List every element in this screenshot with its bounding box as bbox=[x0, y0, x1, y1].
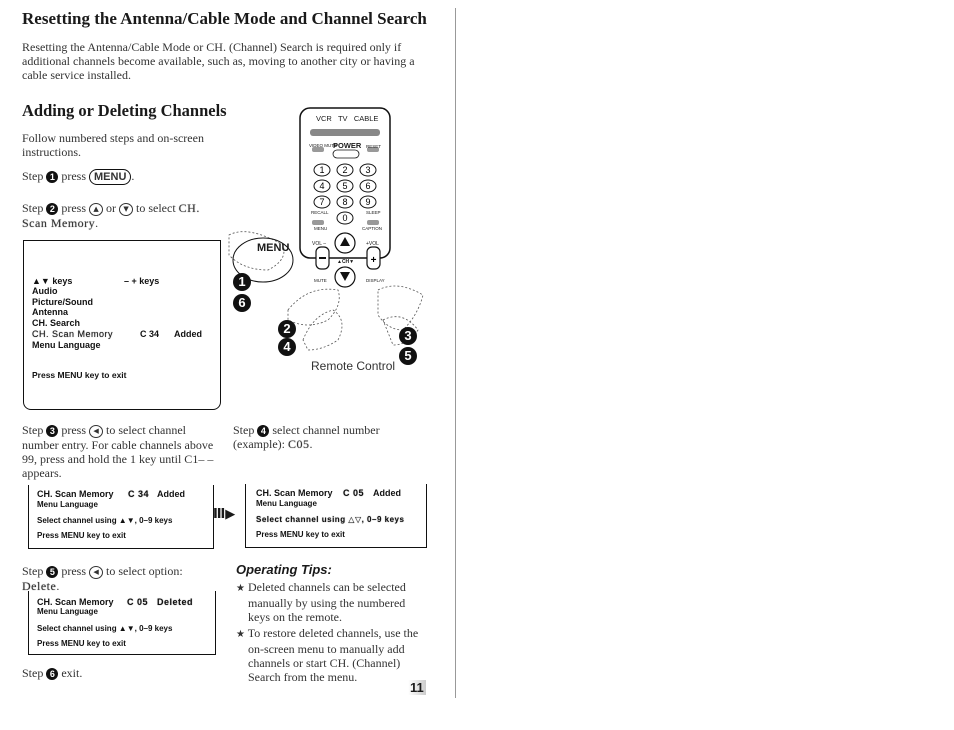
remote-digit-label: 0 bbox=[342, 213, 348, 223]
callout-3: 3 bbox=[399, 327, 417, 345]
remote-digit-label: 4 bbox=[319, 181, 325, 191]
osd-scan-channel: C 34 bbox=[140, 329, 160, 339]
remote-caption-label: CAPTION bbox=[362, 226, 383, 231]
osd-keys-left: ▲▼ keys bbox=[32, 276, 73, 286]
osd-select-line: Select channel using ▲▼, 0–9 keys bbox=[37, 624, 173, 633]
step-4 bbox=[233, 423, 453, 451]
remote-display-label: DISPLAY bbox=[366, 278, 385, 283]
left-arrow-icon: ◀ bbox=[89, 425, 103, 438]
tip-line: To restore deleted channels, use the bbox=[247, 626, 419, 640]
intro-line: cable service installed. bbox=[22, 68, 131, 82]
step-label: Step bbox=[22, 201, 44, 215]
osd-label: CH. Scan Memory bbox=[37, 489, 114, 499]
follow-line: Follow numbered steps and on-screen bbox=[22, 131, 204, 145]
tip-line: Deleted channels can be selected bbox=[247, 580, 406, 594]
remote-vol-plus-label: +VOL bbox=[366, 241, 379, 247]
remote-digit-label: 6 bbox=[365, 181, 371, 191]
osd-item: Audio bbox=[32, 286, 58, 296]
step-text: exit. bbox=[61, 666, 83, 680]
step-3 bbox=[22, 423, 222, 480]
step-6 bbox=[22, 666, 82, 680]
osd-menu-language: Menu Language bbox=[37, 500, 98, 509]
step-text: 99, press and hold the 1 key until C1– – bbox=[22, 451, 214, 466]
osd-menu-language: Menu Language bbox=[32, 340, 101, 350]
step-suffix: . bbox=[131, 169, 135, 183]
follow-line: instructions. bbox=[22, 145, 81, 159]
osd-item: Picture/Sound bbox=[32, 297, 94, 307]
up-arrow-icon: ▲ bbox=[89, 203, 103, 216]
star-icon: ★ bbox=[236, 583, 245, 594]
tip-line: Search from the menu. bbox=[248, 670, 358, 684]
osd-label: CH. Scan Memory bbox=[37, 597, 114, 607]
intro-paragraph bbox=[22, 40, 432, 82]
transition-arrow-icon: Ⅲ▶ bbox=[213, 506, 236, 521]
step-text: number entry. For cable channels above bbox=[22, 437, 214, 452]
osd-status: Added bbox=[157, 489, 185, 499]
osd-screen-c bbox=[28, 591, 216, 655]
left-arrow-icon: ◀ bbox=[89, 566, 103, 579]
osd-select-line: Select channel using △▽, 0–9 keys bbox=[256, 515, 405, 524]
step-label: Step bbox=[22, 423, 44, 437]
remote-digit-label: 9 bbox=[365, 197, 371, 207]
step-label: Step bbox=[22, 666, 44, 680]
step-action: press bbox=[61, 564, 87, 578]
tip-line: channels or start CH. (Channel) bbox=[248, 656, 401, 670]
osd-channel: C 05 bbox=[343, 488, 365, 498]
remote-digit-label: 1 bbox=[319, 165, 325, 175]
down-arrow-icon: ▼ bbox=[119, 203, 133, 216]
remote-digit-label: 3 bbox=[365, 165, 371, 175]
mode-label: CABLE bbox=[353, 114, 379, 123]
remote-video-mute-label: VIDEO MUTE bbox=[309, 143, 338, 148]
page-divider bbox=[455, 8, 456, 698]
osd-footer: Press MENU key to exit bbox=[37, 639, 126, 648]
remote-mode-selector bbox=[316, 114, 378, 123]
osd-label: CH. Scan Memory bbox=[256, 488, 333, 498]
osd-keys-right: – + keys bbox=[124, 276, 160, 286]
step-label: Step bbox=[22, 564, 44, 578]
menu-callout-label: MENU bbox=[257, 242, 290, 254]
remote-power-label: POWER bbox=[333, 141, 362, 150]
highlight-scan-memory: Scan Memory bbox=[22, 215, 96, 230]
step-1 bbox=[22, 169, 134, 185]
step-number-6: 6 bbox=[46, 668, 58, 680]
tip-2 bbox=[236, 626, 426, 684]
step-label: Step bbox=[22, 169, 44, 183]
example-channel: C05 bbox=[287, 437, 310, 452]
callout-4: 4 bbox=[278, 338, 296, 356]
osd-status: Deleted bbox=[157, 597, 194, 607]
step-suffix: . bbox=[56, 578, 60, 593]
step-text: to select option: bbox=[106, 564, 183, 578]
operating-tips-heading: Operating Tips: bbox=[236, 562, 332, 577]
step-number-3: 3 bbox=[46, 425, 58, 437]
step-number-2: 2 bbox=[46, 203, 58, 215]
osd-scan-label: CH. Scan Memory bbox=[32, 329, 114, 339]
remote-vol-minus-label: VOL – bbox=[312, 241, 326, 247]
osd-footer: Press MENU key to exit bbox=[256, 530, 345, 539]
step-number-1: 1 bbox=[46, 171, 58, 183]
osd-screen-b bbox=[245, 484, 427, 548]
osd-menu-language: Menu Language bbox=[37, 607, 98, 616]
osd-item: Antenna bbox=[32, 307, 68, 317]
follow-instructions bbox=[22, 131, 222, 159]
osd-channel: C 34 bbox=[128, 489, 150, 499]
remote-digit-label: 8 bbox=[342, 197, 348, 207]
callout-6: 6 bbox=[233, 294, 251, 312]
step-text: appears. bbox=[22, 465, 62, 480]
page-title: Resetting the Antenna/Cable Mode and Channel Search bbox=[22, 9, 427, 28]
tip-line: on-screen menu to manually add bbox=[248, 642, 405, 656]
step-label: Step bbox=[233, 423, 255, 437]
step-text: select channel number bbox=[272, 423, 380, 437]
intro-line: additional channels become available, such as, moving to another city or having a bbox=[22, 54, 415, 68]
remote-recall-label: RECALL bbox=[311, 210, 329, 215]
mode-label: TV bbox=[337, 114, 348, 123]
highlight-ch: CH. bbox=[178, 201, 200, 215]
menu-button-icon: MENU bbox=[89, 169, 131, 185]
step-suffix: . bbox=[95, 215, 99, 230]
remote-sleep-label: SLEEP bbox=[366, 210, 381, 215]
osd-item: CH. Search bbox=[32, 318, 81, 328]
tip-line: manually by using the numbered bbox=[248, 596, 406, 610]
remote-reset-label: RESET bbox=[366, 144, 382, 149]
remote-digit-label: 7 bbox=[319, 197, 325, 207]
osd-scan-status: Added bbox=[174, 329, 202, 339]
remote-mute-label: MUTE bbox=[314, 278, 327, 283]
section-title: Adding or Deleting Channels bbox=[22, 101, 227, 120]
intro-line: Resetting the Antenna/Cable Mode or CH. (Channel) Search is required only if bbox=[22, 40, 402, 54]
svg-text:+: + bbox=[370, 255, 377, 266]
remote-digit-label: 5 bbox=[342, 181, 348, 191]
step-5 bbox=[22, 564, 232, 593]
step-2 bbox=[22, 201, 232, 230]
remote-caption: Remote Control bbox=[311, 359, 396, 373]
mode-label: VCR bbox=[316, 114, 332, 123]
option-delete: Delete bbox=[22, 578, 57, 593]
osd-menu-language: Menu Language bbox=[256, 499, 317, 508]
main-osd-screen bbox=[23, 240, 221, 410]
step-action: press bbox=[61, 423, 87, 437]
callout-2: 2 bbox=[278, 320, 296, 338]
osd-channel: C 05 bbox=[127, 597, 149, 607]
osd-footer: Press MENU key to exit bbox=[32, 370, 127, 380]
step-select-text: to select bbox=[136, 201, 176, 215]
step-text: (example): bbox=[233, 437, 285, 452]
callout-1: 1 bbox=[233, 273, 251, 291]
osd-screen-a bbox=[28, 485, 214, 549]
remote-menu-small-label: MENU bbox=[314, 226, 328, 231]
star-icon: ★ bbox=[236, 629, 245, 640]
step-or: or bbox=[106, 201, 117, 215]
remote-digit-label: 2 bbox=[342, 165, 348, 175]
osd-status: Added bbox=[373, 488, 401, 498]
osd-select-line: Select channel using ▲▼, 0–9 keys bbox=[37, 516, 173, 525]
step-action: press bbox=[61, 169, 87, 183]
callout-5: 5 bbox=[399, 347, 417, 365]
step-number-4: 4 bbox=[257, 425, 269, 437]
tip-line: keys on the remote. bbox=[248, 610, 342, 624]
remote-ch-label: ▲CH▼ bbox=[337, 259, 355, 265]
page-number: 11 bbox=[410, 680, 424, 695]
step-text: to select channel bbox=[106, 423, 186, 437]
step-number-5: 5 bbox=[46, 566, 58, 578]
osd-footer: Press MENU key to exit bbox=[37, 531, 126, 540]
step-suffix: . bbox=[309, 437, 313, 452]
tip-1 bbox=[236, 580, 426, 624]
step-action: press bbox=[61, 201, 87, 215]
